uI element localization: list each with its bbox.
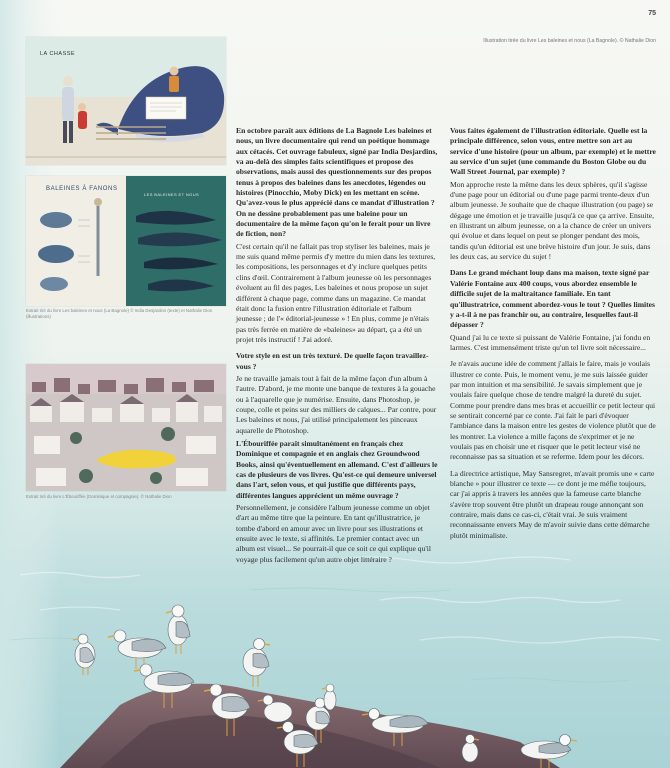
interview-question: L'Ébouriffée paraît simultanément en français chez Dominique et compagnie et en anglais chez Groundwood Books, ainsi qu'éventuellement en allemand. C'est d'ailleurs le cas de plusieurs de vos livres. Qu'est-ce qui demeure universel dans l'art, selon vous, et qui justifie que différents pays, différentes langues apprécient un même ouvrage ? [236,438,438,500]
article-column-2 [450,126,656,544]
illustration-l-ebouriffee [26,364,226,491]
interview-answer: Je ne travaille jamais tout à fait de la même façon d'un album à l'autre. D'abord, je me monte une banque de textures à la gouache ou à l'aquarelle que je numérise. Ensuite, dans Photoshop, je coupe, colle et peins sur des milliers de calques... Par contre, pour Les baleines et nous, j'ai utilisé principalement les pinceaux aquarelle de Photoshop. [236,373,437,435]
interview-question: Dans Le grand méchant loup dans ma maison, texte signé par Valérie Fontaine aux 400 coups, vous abordez ensemble le difficile sujet de la maltraitance familiale. En tant qu'illustratrice, comment abordez-vous le tout ? Quelles limites y a-t-il à ne pas franchir ou, au contraire, lesquelles faut-il dépasser ? [450,268,656,330]
interview-question: En octobre paraît aux éditions de La Bagnole Les baleines et nous, un livre documentaire qui rend un poétique hommage aux cétacés. Cet ouvrage fabuleux, signé par India Desjardins, va au-delà des simples faits scientifiques et propose des observations, mais aussi des questionnements sur des propos tenus à propos des baleines dans les anecdotes, légendes ou histoires (Pinocchio, Moby Dick) en les mettant en scène. Qu'avez-vous le plus apprécié dans ce mandat d'illustration ? On ne dessine probablement pas une baleine pour un documentaire de la même façon qu'on le ferait pour un livre de fiction, non? [236,126,438,239]
illustration-baleines-a-fanons [26,176,226,306]
figure-caption: Extrait tiré du livre Les baleines et nous (La Bagnole) © India Desjardins (texte) et Nathalie Dion (illustrations) [26,308,213,319]
illustration-right-title: LES BALEINES ET NOUS [144,192,200,197]
page-number: 75 [648,10,656,17]
article-column-1 [236,126,439,568]
interview-answer: Mon approche reste la même dans les deux sphères, qu'il s'agisse d'une page pour un éditorial ou d'une page parmi trente-deux d'un album jeunesse. Je souhaite que de chaque illustration (ou page) se dégage une émotion et je travaille jusqu'à ce que ça arrive. Ensuite, en illustrant un album jeunesse, on a la chance de créer un univers qui évolue et dans lequel on peut se plonger pendant des mois, tandis qu'un éditorial est une brève histoire d'un jour. Je suis, dans les deux cas, au service du sujet ! [450,179,654,262]
interview-answer: Quand j'ai lu ce texte si puissant de Valérie Fontaine, j'ai fondu en larmes. C'est immensément triste qu'un tel livre soit nécessaire... [450,332,651,352]
interview-answer: C'est certain qu'il ne fallait pas trop styliser les baleines, mais je me suis quand même permis d'y mettre du mien dans les textures, les compositions, les personnages et d'y inclure quelques petits clins d'œil. Contrairement à l'album jeunesse où les personnages évoluent au fil des pages, Les baleines et nous propose un sujet différent à chaque page, comme dans un magazine. Ce mandat était donc la fusion entre l'illustration éditoriale et l'album jeunesse ; de l'« éditorial-jeunesse » ! En plus, comme je n'étais pas très ferrée en matière de «baleines» au départ, ça a été un projet très instructif ! J'ai adoré. [236,241,436,344]
illustration-la-chasse [26,37,226,165]
interview-question: Votre style en est un très texturé. De quelle façon travaillez-vous ? [236,351,429,371]
figure-caption: Extrait tiré du livre L'Ébouriffée (Dominique et compagnie). © Nathalie Dion [26,494,172,499]
illustration-title: BALEINES À FANONS [46,186,118,192]
interview-answer: Je n'avais aucune idée de comment j'allais le faire, mais je voulais illustrer ce conte. Puis, le moment venu, je me suis laissée guider par mon intuition et ma sensibilité. Je savais simplement que je voulais faire quelque chose de tendre malgré la dureté du sujet. Comme pour prendre dans mes bras et accueillir ce petit lecteur qui se sentirait concerné par ce conte. J'ai fait le pari d'évoquer l'ambiance dans la maison entre les gestes de violence plutôt que de les montrer. La violence a mille façons de s'exprimer et je ne voulais pas en choisir une et risquer que le petit lecteur visé ne reconnaisse pas sa situation et se referme. Idem pour les décors. [450,359,656,462]
top-image-credit: Illustration tirée du livre Les baleines et nous (La Bagnole). © Nathalie Dion [483,38,656,44]
illustration-label: Deux sont morts ? [149,119,180,123]
interview-answer: Personnellement, je considère l'album jeunesse comme un objet d'art au même titre que la peinture. En tant qu'illustratrice, je tombe d'abord en amour avec un livre pour ses illustrations et ensuite avec le texte, si affinités. Le premier contact avec un album est visuel... Se pourrait-il que ce soit ce qui explique qu'il voyage plus facilement qu'un autre objet littéraire ? [236,503,431,564]
interview-question: Vous faites également de l'illustration éditoriale. Quelle est la principale différence, selon vous, entre mettre son art au service d'une histoire (pour un album, par exemple) et le mettre au service d'un sujet (une commande du Boston Globe ou du Wall Street Journal, par exemple) ? [450,126,656,177]
illustration-title: LA CHASSE [40,51,76,57]
interview-answer: La directrice artistique, May Sansregret, m'avait promis une « carte blanche » pour illustrer ce texte — ce dont je me méfie toujours, car j'ai appris à travers les années que la fameuse carte blanche s'avère trop souvent être plutôt un drapeau rouge annonçant son contraire, mais dans ce cas-ci, c'était vrai. Je suis vraiment reconnaissante envers May de m'avoir suivie dans cette démarche plutôt minimaliste. [450,468,655,540]
